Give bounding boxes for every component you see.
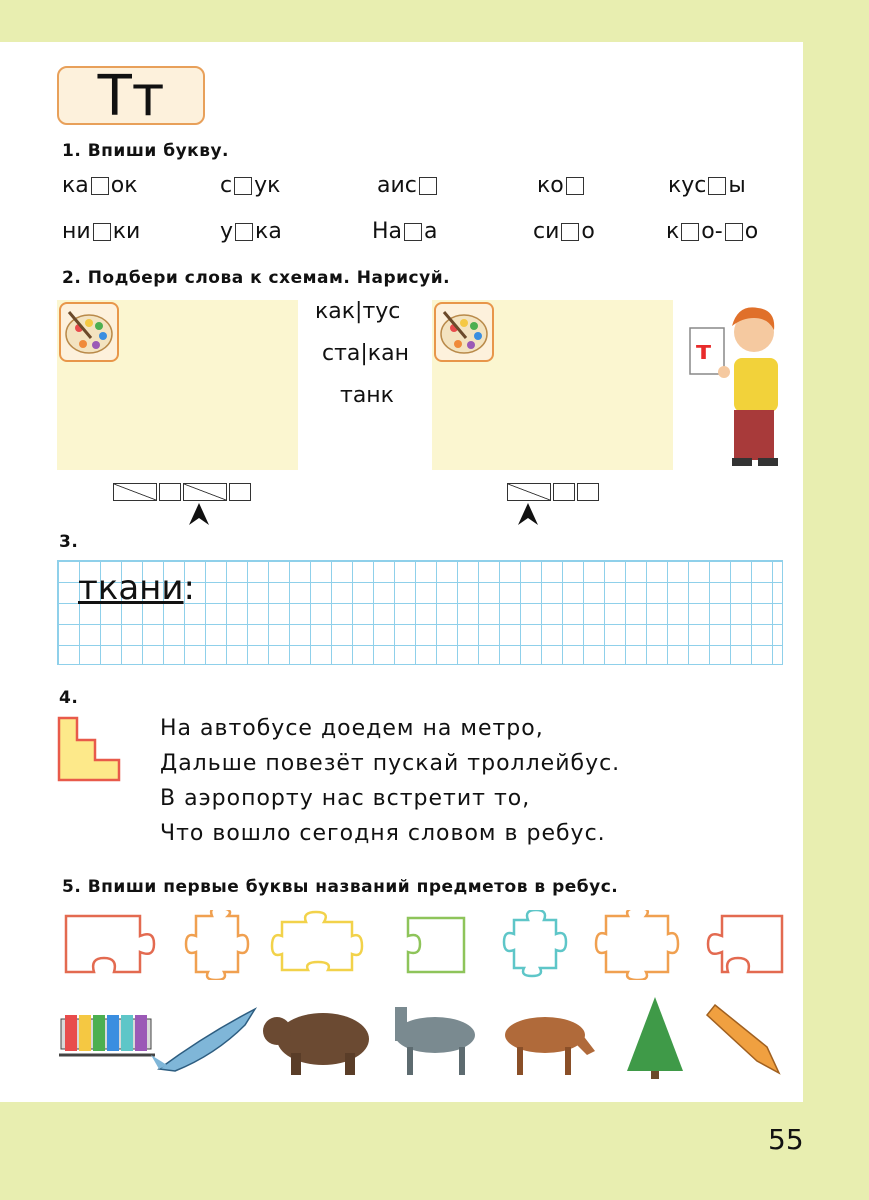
letter-box[interactable] (419, 177, 437, 195)
word-part: На (372, 219, 403, 244)
word-part: а (424, 219, 438, 244)
word-part: ы (728, 173, 746, 198)
word-part: у (220, 219, 234, 244)
puzzle-piece-2 (186, 910, 248, 980)
task1-word-10 (666, 219, 758, 244)
task3-word-text: ткани (78, 568, 184, 608)
task3-colon: : (183, 568, 195, 608)
boy-card-letter: т (696, 336, 712, 366)
palette-icon (59, 302, 119, 362)
word-part: к (666, 219, 680, 244)
xylophone-icon (59, 1015, 155, 1055)
word-scheme-left (113, 483, 253, 501)
letter-box[interactable] (725, 223, 743, 241)
letter-box[interactable] (561, 223, 579, 241)
task1-word-1 (62, 173, 138, 198)
task3-title: 3. (59, 532, 79, 552)
page-number: 55 (768, 1123, 804, 1156)
task1-word-2 (220, 173, 280, 198)
word-part: о (744, 219, 759, 244)
task1-word-7 (220, 219, 282, 244)
puzzle-row (62, 910, 787, 980)
poem-line-2: Дальше повезёт пускай троллейбус. (160, 751, 621, 776)
task3-word (78, 568, 195, 608)
task1-word-9 (533, 219, 595, 244)
word-part: ни (62, 219, 91, 244)
palette-icon (434, 302, 494, 362)
task1-word-8 (372, 219, 438, 244)
scheme-word-3: танк (340, 383, 394, 408)
word-part: о- (701, 219, 723, 244)
bottom-band (0, 1102, 869, 1200)
puzzle-piece-1 (66, 916, 154, 972)
word-part: си (533, 219, 560, 244)
word-part: ок (110, 173, 138, 198)
poem-line-3: В аэропорту нас встретит то, (160, 786, 531, 811)
puzzle-shape-icon (57, 716, 121, 786)
task1-word-3 (377, 173, 439, 198)
word-scheme-right (507, 483, 601, 501)
puzzle-piece-3 (272, 912, 362, 970)
scheme-word-2: ста|кан (322, 341, 409, 366)
letter-header (57, 64, 205, 129)
word-part: ки (112, 219, 141, 244)
poem-line-1: На автобусе доедем на метро, (160, 716, 544, 741)
rebus-items-row (55, 995, 785, 1080)
scheme-cell (229, 483, 251, 501)
puzzle-piece-7 (708, 916, 782, 972)
word-part: с (220, 173, 233, 198)
task1-word-6 (62, 219, 140, 244)
word-part: аис (377, 173, 417, 198)
letter-box[interactable] (93, 223, 111, 241)
task1-word-5 (668, 173, 746, 198)
letter-box[interactable] (681, 223, 699, 241)
letter-box[interactable] (234, 177, 252, 195)
stress-arrow-icon (517, 503, 539, 529)
letter-box[interactable] (566, 177, 584, 195)
puzzle-piece-4 (408, 918, 464, 972)
word-part: ук (254, 173, 281, 198)
puzzle-piece-5 (504, 910, 566, 976)
letter-title: Тт (97, 64, 165, 129)
letter-box[interactable] (404, 223, 422, 241)
task1-title: 1. Впиши букву. (62, 141, 229, 161)
trumpet-icon (707, 1005, 779, 1073)
word-part: ко (537, 173, 564, 198)
word-part: ка (255, 219, 282, 244)
shark-icon (151, 1009, 255, 1071)
bear-icon (263, 1013, 369, 1075)
puzzle-piece-6 (596, 910, 678, 980)
scheme-cell (159, 483, 181, 501)
task1-word-4 (537, 173, 586, 198)
word-part: о (581, 219, 595, 244)
word-part: ка (62, 173, 89, 198)
fir-tree-icon (627, 997, 683, 1079)
boy-illustration (688, 300, 786, 470)
letter-box[interactable] (708, 177, 726, 195)
poem-line-4: Что вошло сегодня словом в ребус. (160, 821, 606, 846)
scheme-cell (553, 483, 575, 501)
scheme-syllable-cell (183, 483, 227, 501)
scheme-cell (577, 483, 599, 501)
horse-icon (505, 1017, 595, 1075)
task4-title: 4. (59, 688, 79, 708)
task2-title: 2. Подбери слова к схемам. Нарисуй. (62, 268, 451, 288)
letter-box[interactable] (235, 223, 253, 241)
word-part: кус (668, 173, 707, 198)
stress-arrow-icon (188, 503, 210, 529)
scheme-word-1: как|тус (315, 299, 401, 324)
donkey-icon (395, 1007, 475, 1075)
scheme-syllable-cell (113, 483, 157, 501)
scheme-syllable-cell (507, 483, 551, 501)
task5-title: 5. Впиши первые буквы названий предметов в ребус. (62, 877, 619, 897)
letter-box[interactable] (91, 177, 109, 195)
